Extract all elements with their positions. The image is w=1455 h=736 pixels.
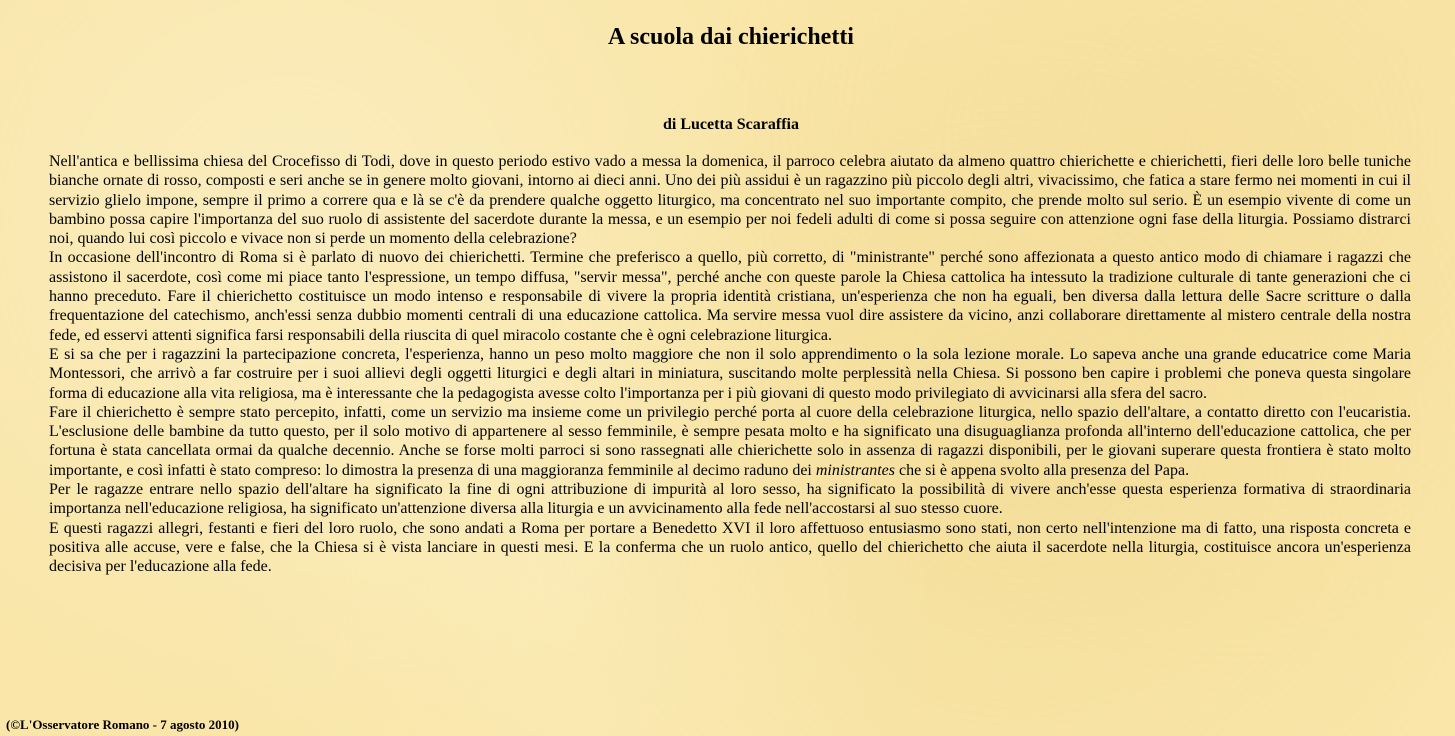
article-paragraph (49, 403, 1411, 480)
article-title: A scuola dai chierichetti (608, 24, 854, 50)
article-author: di Lucetta Scaraffia (663, 116, 799, 133)
paragraph-text: che si è appena svolto alla presenza del Papa. (894, 461, 1190, 479)
article-paragraph: Nell'antica e bellissima chiesa del Crocefisso di Todi, dove in questo periodo estivo vado a messa la domenica, il parroco celebra aiutato da almeno quattro chierichette e chierichetti, fieri delle loro belle tuniche bianche ornate di rosso, composti e seri anche se in genere molto giovani, intorno ai dieci anni. Uno dei più assidui è un ragazzino più piccolo degli altri, vivacissimo, che fatica a stare fermo nei momenti in cui il servizio glielo impone, sempre il primo a correre qua e là se c'è da prendere qualche oggetto liturgico, ma concentrato nel suo importante compito, che prende molto sul serio. È un esempio vivente di come un bambino possa capire l'importanza del suo ruolo di assistente del sacerdote durante la messa, e un esempio per noi fedeli adulti di come si possa seguire con attenzione ogni fase della liturgia. Possiamo distrarci noi, quando lui così piccolo e vivace non si perde un momento della celebrazione? (49, 153, 1411, 248)
article-paragraph: E questi ragazzi allegri, festanti e fieri del loro ruolo, che sono andati a Roma per portare a Benedetto XVI il loro affettuoso entusiasmo sono stati, non certo nell'intenzione ma di fatto, una risposta concreta e positiva alle accuse, vere e false, che la Chiesa si è vista lanciare in questi mesi. E la conferma che un ruolo antico, quello del chierichetto che aiuta il sacerdote nella liturgia, costituisce ancora un'esperienza decisiva per l'educazione alla fede. (49, 519, 1411, 576)
article-body (49, 152, 1411, 577)
source-credit: (©L'Osservatore Romano - 7 agosto 2010) (6, 717, 239, 732)
paragraph-text: Fare il chierichetto è sempre stato percepito, infatti, come un servizio ma insieme come un privilegio perché porta al cuore della celebrazione liturgica, nello spazio dell'altare, a contatto diretto con l'eucaristia. L'esclusione delle bambine da tutto questo, per il solo motivo di appartenere al sesso femminile, è sempre pesata molto e ha significato una disuguaglianza profonda all'interno dell'educazione cattolica, che per fortuna è stata cancellata ormai da qualche decennio. Anche se forse molti parroci si sono rassegnati alle chierichette solo in assenza di ragazzi disponibili, per le giovani superare questa frontiera è stato molto importante, e così infatti è stato compreso: lo dimostra la presenza di una maggioranza femminile al decimo raduno dei (49, 403, 1411, 479)
article-paragraph: E si sa che per i ragazzini la partecipazione concreta, l'esperienza, hanno un peso molto maggiore che non il solo apprendimento o la sola lezione morale. Lo sapeva anche una grande educatrice come Maria Montessori, che arrivò a far costruire per i suoi allievi degli oggetti liturgici e degli altari in miniatura, suscitando molte perplessità nella Chiesa. Si possono ben capire i problemi che poneva questa singolare forma di educazione alla vita religiosa, ma è interessante che la pedagogista avesse colto l'importanza per i più giovani di questo modo privilegiato di avvicinarsi alla sfera del sacro. (49, 345, 1411, 402)
italic-term: ministrantes (815, 461, 895, 479)
article-paragraph: Per le ragazze entrare nello spazio dell'altare ha significato la fine di ogni attribuzione di impurità al loro sesso, ha significato la possibilità di vivere anch'esse questa esperienza formativa di straordinaria importanza nell'educazione religiosa, ha significato un'attenzione diversa alla liturgia e un avvicinamento alla fede nell'accostarsi al suo stesso cuore. (49, 481, 1411, 518)
article-paragraph: In occasione dell'incontro di Roma si è parlato di nuovo dei chierichetti. Termine che preferisco a quello, più corretto, di "ministrante" perché sono affezionata a questo antico modo di chiamare i ragazzi che assistono il sacerdote, così come mi piace tanto l'espressione, un tempo diffusa, "servir messa", perché anche con queste parole la Chiesa cattolica ha intessuto la tradizione culturale di tante generazioni che ci hanno preceduto. Fare il chierichetto costituisce un modo intenso e responsabile di vivere la propria identità cristiana, un'esperienza che non ha eguali, ben diversa dalla lettura delle Sacre scritture o dalla frequentazione del catechismo, anch'essi senza dubbio momenti centrali di una educazione cattolica. Ma servire messa vuol dire assistere da vicino, anzi collaborare direttamente al mistero centrale della nostra fede, ed esservi attenti significa farsi responsabili della riuscita di quel miracolo costante che è ogni celebrazione liturgica. (49, 249, 1411, 344)
